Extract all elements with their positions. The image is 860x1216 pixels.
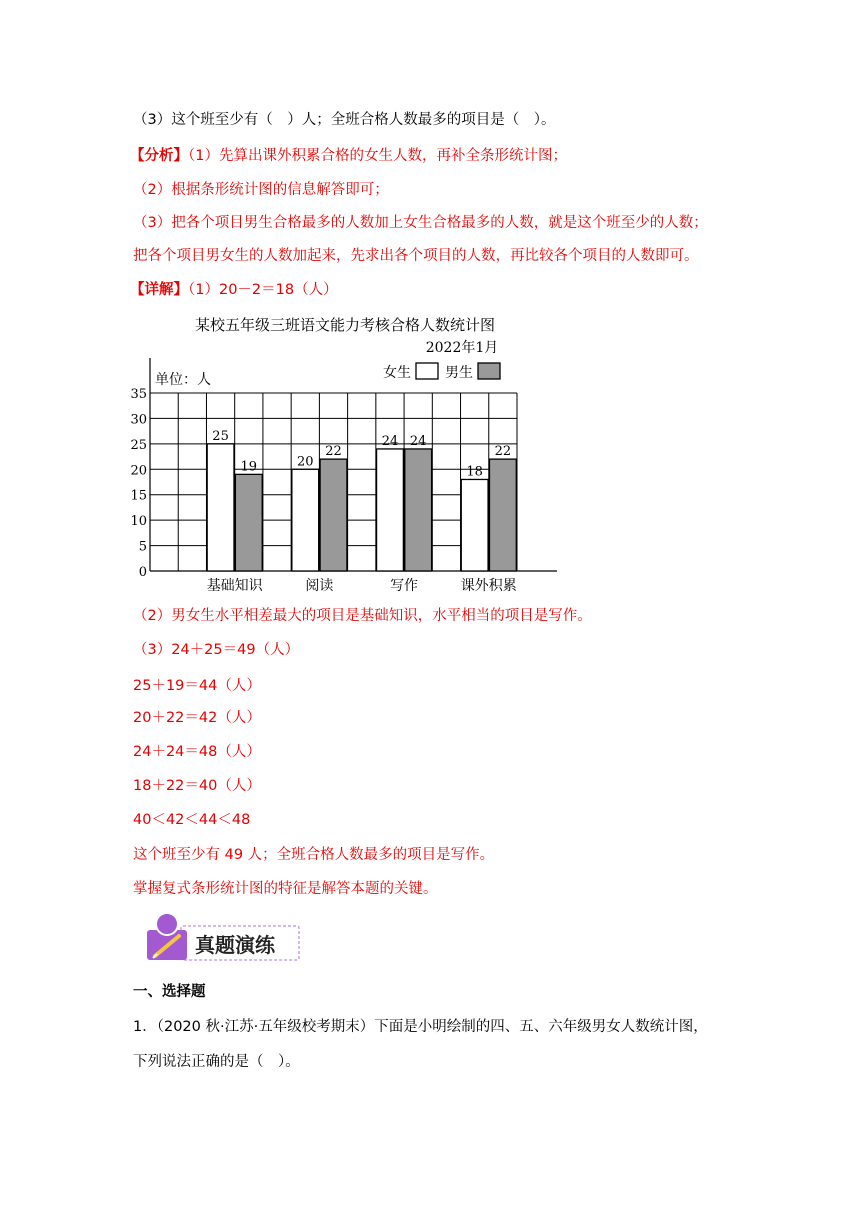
legend-label: 男生 <box>445 365 473 381</box>
detail-line-1 <box>130 280 338 300</box>
chart-legend <box>383 363 500 381</box>
data-label: 24 <box>409 433 427 449</box>
data-label: 22 <box>325 444 342 460</box>
y-tick-label: 0 <box>138 565 147 580</box>
bar-boys <box>489 459 516 571</box>
legend-swatch <box>416 363 438 379</box>
key-point: 掌握复式条形统计图的特征是解答本题的关键。 <box>133 881 438 897</box>
detail-text-1: （1）20－2＝18（人） <box>188 282 338 298</box>
bar-girls <box>292 469 319 571</box>
y-tick-label: 25 <box>130 437 147 453</box>
analysis-line-4: 把各个项目男女生的人数加起来，先求出各个项目的人数，再比较各个项目的人数即可。 <box>133 248 699 264</box>
calc-1: 25＋19＝44（人） <box>133 678 261 694</box>
y-tick-label: 20 <box>130 463 147 479</box>
analysis-line-1 <box>130 146 567 166</box>
legend-swatch <box>478 363 500 379</box>
section-badge <box>143 910 303 966</box>
y-tick-label: 35 <box>130 387 147 402</box>
x-tick-label: 课外积累 <box>460 578 517 594</box>
data-label: 19 <box>240 459 258 475</box>
y-tick-label: 30 <box>130 412 147 428</box>
section-title: 一、选择题 <box>133 984 206 1000</box>
answer-3: （3）24＋25＝49（人） <box>133 642 300 658</box>
y-tick-labels <box>130 387 147 580</box>
bar-boys <box>320 459 347 571</box>
data-label: 20 <box>296 454 314 470</box>
calc-2: 20＋22＝42（人） <box>133 710 261 726</box>
bar-chart <box>125 310 565 600</box>
calc-4: 18＋22＝40（人） <box>133 778 261 794</box>
bar-boys <box>405 449 432 571</box>
x-tick-labels <box>207 577 517 594</box>
chart-title: 某校五年级三班语文能力考核合格人数统计图 <box>194 316 496 334</box>
unit-label: 单位：人 <box>155 372 211 388</box>
chart-bars <box>207 429 516 571</box>
y-tick-label: 5 <box>138 539 147 555</box>
x-tick-label: 写作 <box>390 578 419 594</box>
section-badge-label: 真题演练 <box>195 933 275 957</box>
data-label: 22 <box>494 444 512 460</box>
detail-tag: 【详解】 <box>130 282 188 298</box>
data-label: 24 <box>381 433 399 449</box>
compare: 40＜42＜44＜48 <box>133 812 251 828</box>
analysis-line-3: （3）把各个项目男生合格最多的人数加上女生合格最多的人数，就是这个班至少的人数； <box>133 215 708 231</box>
bar-girls <box>377 449 404 571</box>
legend-label: 女生 <box>383 365 411 381</box>
answer-2: （2）男女生水平相差最大的项目是基础知识，水平相当的项目是写作。 <box>133 608 592 624</box>
x-tick-label: 基础知识 <box>206 578 263 594</box>
analysis-line-2: （2）根据条形统计图的信息解答即可； <box>133 182 389 198</box>
bar-girls <box>207 444 234 571</box>
x-tick-label: 阅读 <box>305 578 334 594</box>
bar-girls <box>461 479 488 571</box>
question-1-line-1: 1．（2020 秋·江苏·五年级校考期末）下面是小明绘制的四、五、六年级男女人数统计图， <box>133 1019 708 1035</box>
y-tick-label: 10 <box>130 514 147 530</box>
calc-3: 24＋24＝48（人） <box>133 744 261 760</box>
chart-subtitle: 2022年1月 <box>425 340 499 356</box>
data-label: 18 <box>466 464 483 480</box>
question-3: （3）这个班至少有（ ）人；全班合格人数最多的项目是（ ）。 <box>133 112 556 128</box>
analysis-text-1: （1）先算出课外积累合格的女生人数，再补全条形统计图； <box>188 148 567 164</box>
question-1-line-2: 下列说法正确的是（ ）。 <box>133 1054 300 1070</box>
y-tick-label: 15 <box>130 488 147 504</box>
analysis-tag: 【分析】 <box>130 148 188 164</box>
conclusion: 这个班至少有 49 人；全班合格人数最多的项目是写作。 <box>133 847 495 863</box>
bar-boys <box>235 474 262 571</box>
data-label: 25 <box>212 428 229 444</box>
